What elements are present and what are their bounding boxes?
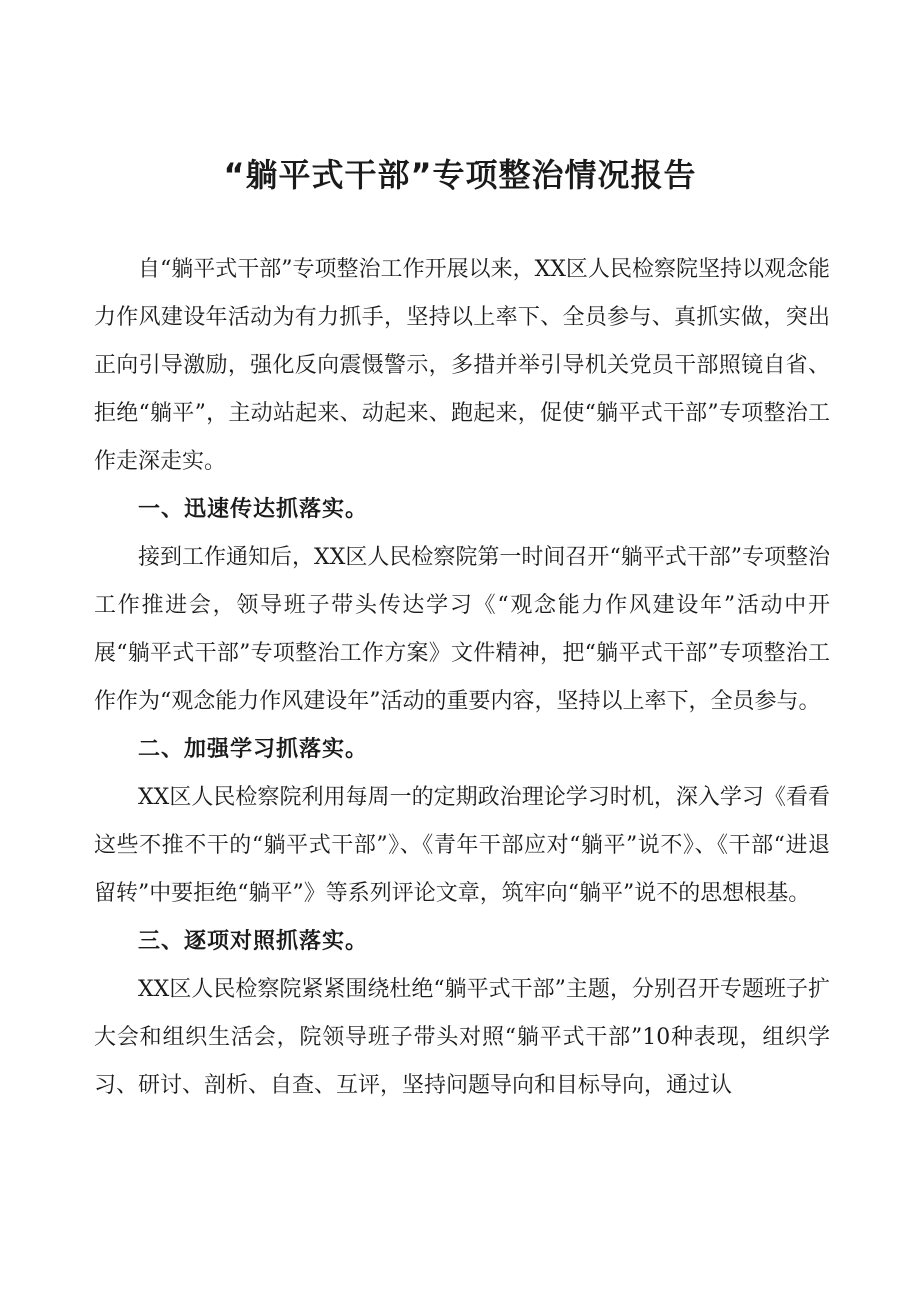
section-2-paragraph: XX区人民检察院利用每周一的定期政治理论学习时机，深入学习《看看这些不推不干的“躺平式干部”》、《青年干部应对“躺平”说不》、《干部“进退留转”中要拒绝“躺平”》等系列评论文章，筑牢向“躺平”说不的思想根基。 [94,785,830,906]
intro-paragraph: 自“躺平式干部”专项整治工作开展以来，XX区人民检察院坚持以观念能力作风建设年活动为有力抓手，坚持以上率下、全员参与、真抓实做，突出正向引导激励，强化反向震慑警示，多措并举引导机关党员干部照镜自省、拒绝“躺平”，主动站起来、动起来、跑起来，促使“躺平式干部”专项整治工作走深走实。 [94,257,830,474]
section-3-paragraph: XX区人民检察院紧紧围绕杜绝“躺平式干部”主题，分别召开专题班子扩大会和组织生活会，院领导班子带头对照“躺平式干部”10种表现，组织学习、研讨、剖析、自查、互评，坚持问题导向和目标导向，通过认 [94,977,830,1098]
section-1-heading: 一、迅速传达抓落实。 [138,497,369,522]
section-1-paragraph: 接到工作通知后，XX区人民检察院第一时间召开“躺平式干部”专项整治工作推进会，领导班子带头传达学习《“观念能力作风建设年”活动中开展“躺平式干部”专项整治工作方案》文件精神，把“躺平式干部”专项整治工作作为“观念能力作风建设年”活动的重要内容，坚持以上率下，全员参与。 [94,545,830,714]
document-body [94,246,830,1110]
section-2-heading: 二、加强学习抓落实。 [138,737,369,762]
document-title: “躺平式干部”专项整治情况报告 [223,156,697,194]
section-3-heading: 三、逐项对照抓落实。 [138,929,369,954]
